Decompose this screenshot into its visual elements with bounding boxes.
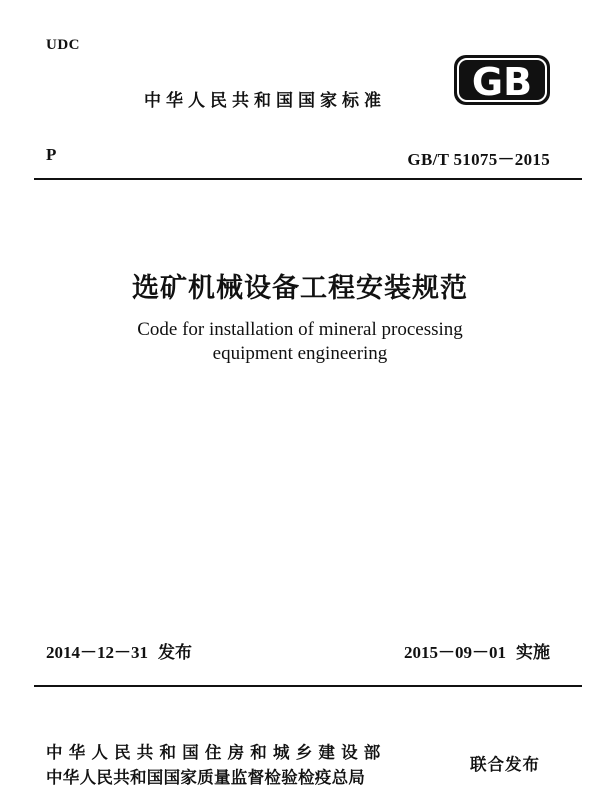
standard-number: GB/T 51075－2015 bbox=[407, 150, 550, 169]
issue-label: 发布 bbox=[158, 643, 192, 663]
category-code: P bbox=[46, 145, 57, 164]
title-english-line1: Code for installation of mineral processing bbox=[137, 319, 463, 340]
gb-logo-text: GB bbox=[471, 60, 533, 104]
implement-label: 实施 bbox=[516, 643, 550, 663]
national-standard-heading: 中华人民共和国国家标准 bbox=[144, 91, 386, 111]
joint-publish-label: 联合发布 bbox=[470, 755, 540, 774]
publisher-line2: 中华人民共和国国家质量监督检验检疫总局 bbox=[46, 768, 366, 787]
title-english-line2: equipment engineering bbox=[212, 343, 388, 364]
bottom-divider bbox=[34, 685, 582, 687]
issue-date-block bbox=[46, 638, 192, 663]
implement-date: 2015－09－01 bbox=[404, 643, 506, 662]
publisher-line1: 中华人民共和国住房和城乡建设部 bbox=[46, 743, 387, 762]
top-divider bbox=[34, 178, 582, 180]
implement-date-block bbox=[404, 638, 550, 663]
title-chinese: 选矿机械设备工程安装规范 bbox=[132, 273, 468, 304]
udc-label: UDC bbox=[46, 37, 80, 53]
issue-date: 2014－12－31 bbox=[46, 643, 148, 662]
gb-logo bbox=[453, 54, 551, 106]
